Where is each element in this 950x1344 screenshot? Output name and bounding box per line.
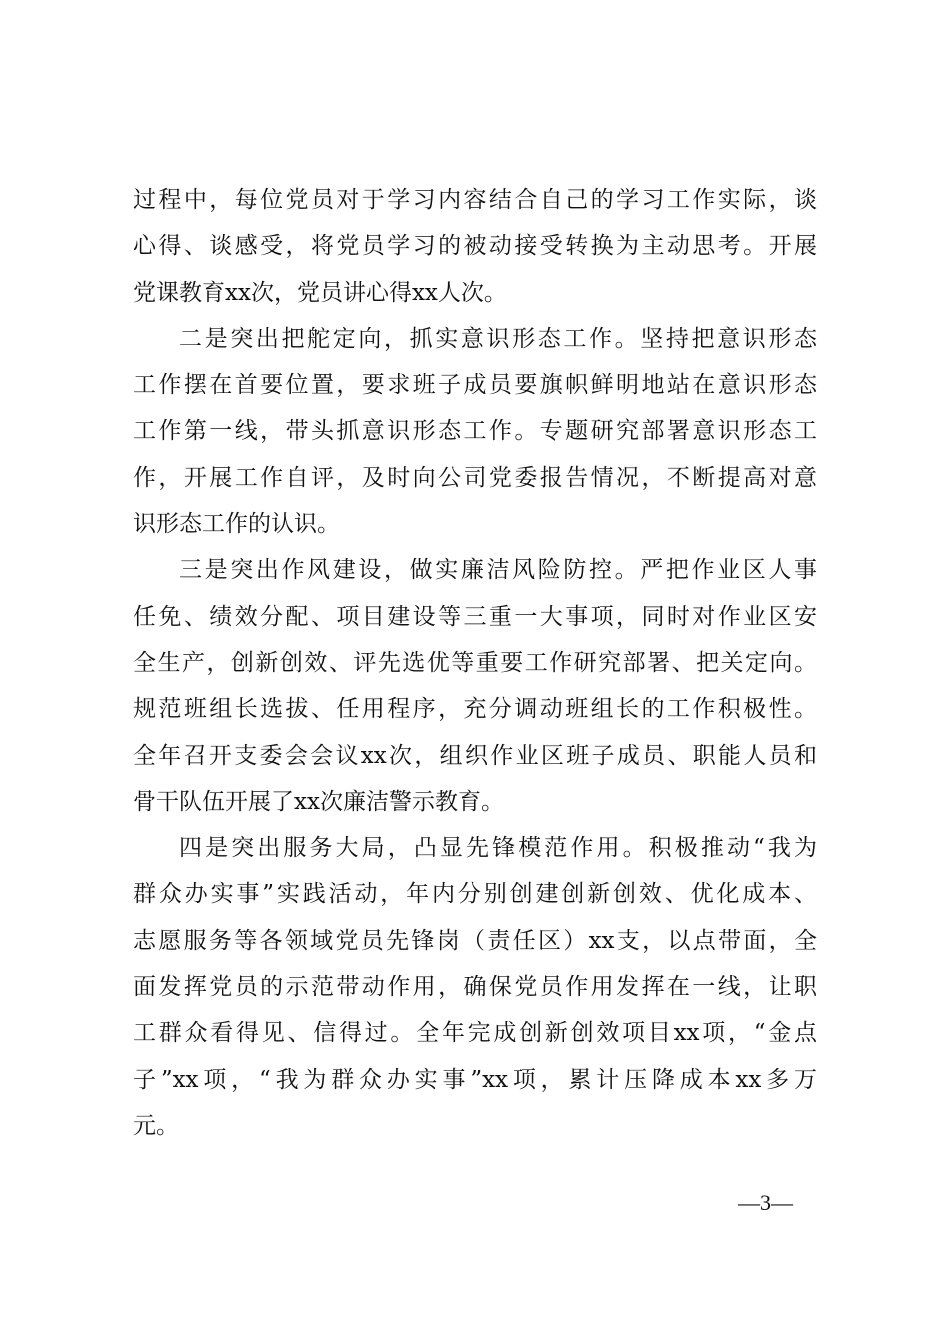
text-line: 工作第一线，带头抓意识形态工作。专题研究部署意识形态工: [133, 418, 817, 445]
text-line: 骨干队伍开展了xx次廉洁警示教育。: [133, 788, 504, 815]
text-line: 工群众看得见、信得过。全年完成创新创效项目xx项，“金点: [133, 1020, 817, 1047]
text-line: 二是突出把舵定向，抓实意识形态工作。坚持把意识形态: [179, 325, 817, 352]
text-line: 元。: [133, 1112, 179, 1139]
text-line: 作，开展工作自评，及时向公司党委报告情况，不断提高对意: [133, 464, 817, 491]
body-text: [133, 177, 817, 1149]
text-line: 党课教育xx次，党员讲心得xx人次。: [133, 279, 507, 306]
text-line: 四是突出服务大局，凸显先锋模范作用。积极推动“我为: [179, 835, 817, 862]
paragraph: [133, 547, 817, 825]
paragraph: [133, 177, 817, 316]
paragraph: [133, 825, 817, 1149]
text-line: 任免、绩效分配、项目建设等三重一大事项，同时对作业区安: [133, 603, 817, 630]
text-line: 过程中，每位党员对于学习内容结合自己的学习工作实际，谈: [133, 187, 817, 213]
text-line: 群众办实事”实践活动，年内分别创建创新创效、优化成本、: [133, 881, 817, 908]
text-line: 面发挥党员的示范带动作用，确保党员作用发挥在一线，让职: [133, 974, 817, 1001]
text-line: 志愿服务等各领域党员先锋岗（责任区）xx支，以点带面，全: [133, 927, 817, 954]
text-line: 子”xx项，“我为群众办实事”xx项，累计压降成本xx多万: [133, 1066, 817, 1093]
text-line: 全生产，创新创效、评先选优等重要工作研究部署、把关定向。: [133, 649, 817, 676]
text-line: 规范班组长选拔、任用程序，充分调动班组长的工作积极性。: [133, 696, 817, 723]
text-line: 心得、谈感受，将党员学习的被动接受转换为主动思考。开展: [133, 233, 817, 260]
page-number: —3—: [738, 1190, 793, 1215]
text-line: 识形态工作的认识。: [133, 511, 340, 538]
text-line: 工作摆在首要位置，要求班子成员要旗帜鲜明地站在意识形态: [133, 372, 817, 399]
paragraph: [133, 316, 817, 547]
text-line: 全年召开支委会会议xx次，组织作业区班子成员、职能人员和: [133, 742, 817, 769]
text-line: 三是突出作风建设，做实廉洁风险防控。严把作业区人事: [179, 557, 817, 584]
